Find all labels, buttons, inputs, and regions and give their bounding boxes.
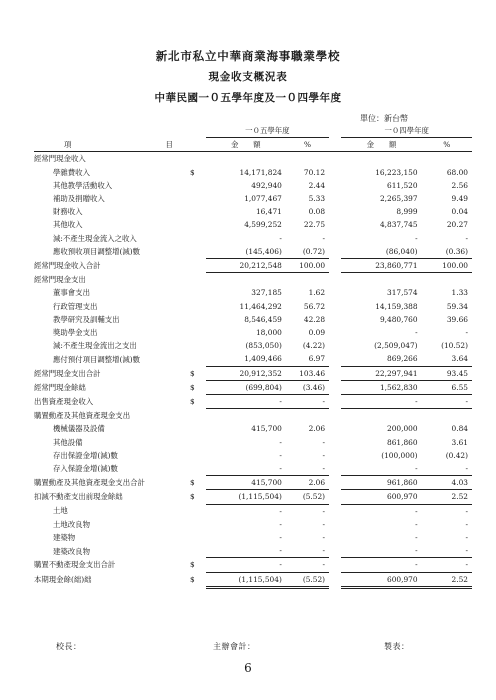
pct-105: 5.33	[308, 194, 326, 204]
pct-105: 42.28	[303, 314, 326, 324]
pct-104	[422, 409, 472, 423]
pct-104: 100.00	[422, 259, 472, 273]
dollar-sign	[179, 326, 206, 339]
gap	[329, 218, 341, 231]
gap	[329, 339, 341, 352]
amount-104	[341, 273, 421, 287]
dollar-sign: $	[189, 368, 195, 378]
row-label: 其他收入	[53, 220, 83, 230]
table-row	[34, 490, 472, 504]
amount-105: 20,212,548	[206, 259, 286, 273]
pct-105: 103.46	[286, 366, 329, 380]
row-label: 購置動產及其他資產現金支出合計	[34, 478, 145, 488]
amount-104: (100,000)	[381, 450, 418, 460]
table-row	[34, 380, 472, 394]
table-row	[34, 476, 472, 490]
row-label: 學雜費收入	[53, 167, 90, 177]
accountant-signature: 主辦會計：	[213, 642, 256, 651]
row-label: 應收預收項目調整增(減)數	[53, 247, 141, 257]
row-label: 購置動產及其他資產現金支出	[34, 410, 131, 420]
pct-104: -	[465, 519, 468, 529]
amount-105: (1,115,504)	[206, 490, 286, 504]
pct-104: -	[465, 328, 468, 338]
pct-104: -	[465, 533, 468, 543]
amount-104: 600,970	[341, 572, 421, 587]
dollar-sign	[179, 518, 206, 531]
amount-105: 1,409,466	[206, 352, 286, 366]
row-label: 董事會支出	[53, 288, 90, 298]
dollar-sign	[179, 409, 206, 423]
table-row	[34, 205, 472, 218]
amount-105: -	[279, 533, 282, 543]
item-header: 項 目	[34, 138, 179, 152]
amount-105: 1,077,467	[244, 194, 282, 204]
pct-105: 22.75	[303, 220, 326, 230]
gap	[329, 366, 341, 380]
pct-104: 2.52	[422, 490, 472, 504]
amount-104: 22,297,941	[341, 366, 421, 380]
gap	[329, 449, 341, 462]
dollar-sign	[179, 152, 206, 166]
gap	[329, 273, 341, 287]
dollar-sign: $	[189, 397, 195, 407]
row-label: 經常門現金支出合計	[34, 368, 101, 378]
dollar-sign	[179, 192, 206, 205]
amount-105: (699,804)	[206, 380, 286, 394]
table-row	[34, 245, 472, 259]
amount-105: (145,406)	[206, 245, 286, 259]
gap	[329, 232, 341, 245]
pct-105: -	[286, 558, 329, 572]
amount-104: (86,040)	[341, 245, 421, 259]
gap	[329, 380, 341, 394]
gap	[329, 300, 341, 313]
table-row	[34, 518, 472, 531]
table-row	[34, 462, 472, 476]
pct-104: -	[422, 558, 472, 572]
row-label: 經常門現金支出	[34, 274, 86, 284]
amount-104: -	[341, 462, 421, 476]
amount-104: -	[341, 395, 421, 409]
dollar-sign: $	[189, 575, 195, 585]
amount-104: -	[415, 233, 418, 243]
dollar-sign: $	[189, 167, 195, 177]
amount-104: 961,860	[341, 476, 421, 490]
dollar-sign	[179, 300, 206, 313]
amount-104: 200,000	[387, 424, 418, 434]
dollar-sign: $	[189, 560, 195, 570]
gap	[329, 192, 341, 205]
dollar-sign	[179, 436, 206, 449]
gap	[329, 490, 341, 504]
row-label: 其他教學活動收入	[53, 180, 113, 190]
table-row	[34, 339, 472, 352]
amount-105: -	[279, 519, 282, 529]
pct-105: -	[322, 450, 326, 460]
amount-105: (1,115,504)	[206, 572, 286, 587]
dollar-sign	[179, 245, 206, 259]
year-104-header: 一０四學年度	[341, 124, 472, 138]
gap	[329, 286, 341, 299]
amount-105: 4,599,252	[244, 220, 282, 230]
amount-105: -	[206, 558, 286, 572]
dollar-sign	[179, 179, 206, 192]
dollar-sign	[179, 286, 206, 299]
pct-104: 3.61	[451, 437, 468, 447]
pct-105: (4.22)	[302, 341, 326, 351]
cash-flow-table	[34, 124, 472, 589]
table-row	[34, 166, 472, 179]
principal-signature: 校長：	[56, 642, 82, 651]
gap	[329, 462, 341, 476]
dollar-sign	[179, 205, 206, 218]
pct-105: -	[286, 544, 329, 558]
pct-105: 1.62	[308, 288, 326, 298]
amount-header-104: 金 額	[341, 138, 421, 152]
pct-header-105: %	[286, 138, 329, 152]
dollar-sign	[179, 232, 206, 245]
amount-105: -	[206, 395, 286, 409]
amount-105: 8,546,459	[244, 314, 282, 324]
dollar-sign: $	[189, 382, 195, 392]
gap	[329, 436, 341, 449]
pct-104: -	[422, 395, 472, 409]
table-row	[34, 436, 472, 449]
pct-104: 0.84	[451, 424, 468, 434]
row-label: 建築改良物	[53, 546, 90, 556]
school-title: 新北市私立中華商業海事職業學校	[155, 49, 341, 63]
amount-105: 16,471	[255, 207, 282, 217]
year-105-header: 一０五學年度	[206, 124, 329, 138]
row-label: 經常門現金餘絀	[34, 382, 86, 392]
table-row	[34, 544, 472, 558]
amount-104: 4,837,745	[379, 220, 418, 230]
amount-104: 16,223,150	[375, 167, 418, 177]
amount-104: 2,265,397	[379, 194, 418, 204]
dollar-sign	[179, 352, 206, 366]
pct-105: (3.46)	[286, 380, 329, 394]
amount-104: 8,999	[396, 207, 418, 217]
pct-105: 70.12	[303, 167, 326, 177]
amount-104: -	[415, 533, 418, 543]
dollar-sign	[179, 218, 206, 231]
pct-104: 20.27	[446, 220, 468, 230]
dollar-sign	[179, 422, 206, 435]
amount-104: 23,860,771	[341, 259, 421, 273]
gap	[329, 518, 341, 531]
pct-104: (0.42)	[445, 450, 468, 460]
row-label: 存入保證金增(減)數	[53, 464, 118, 474]
table-row	[34, 449, 472, 462]
pct-104: 68.00	[446, 167, 468, 177]
table-row	[34, 300, 472, 313]
gap	[329, 245, 341, 259]
pct-header-104: %	[422, 138, 472, 152]
column-header-row	[34, 138, 472, 152]
dollar-sign	[179, 273, 206, 287]
dollar-sign	[179, 259, 206, 273]
gap	[329, 395, 341, 409]
row-label: 本期現金餘(絀)絀	[34, 575, 92, 585]
amount-104: 869,266	[341, 352, 421, 366]
page-number: 6	[244, 661, 252, 675]
table-row	[34, 152, 472, 166]
row-label: 其他設備	[53, 437, 83, 447]
row-label: 土地	[53, 506, 68, 516]
preparer-signature: 製表：	[384, 642, 410, 651]
pct-105: 0.08	[308, 207, 326, 217]
pct-105: -	[322, 506, 326, 516]
row-label: 應付預付項目調整增(減)數	[53, 354, 141, 364]
row-label: 獎助學金支出	[53, 328, 98, 338]
table-row	[34, 273, 472, 287]
table-row	[34, 504, 472, 518]
amount-header-105: 金 額	[206, 138, 286, 152]
amount-104: 9,480,760	[379, 314, 418, 324]
pct-105: -	[322, 519, 326, 529]
gap	[329, 152, 341, 166]
row-label: 減:不產生現金流入之收入	[53, 233, 137, 243]
table-row	[34, 218, 472, 231]
pct-105: 2.44	[308, 180, 326, 190]
pct-104: -	[422, 462, 472, 476]
pct-105: (5.52)	[286, 490, 329, 504]
row-label: 經常門現金收入	[34, 154, 86, 164]
amount-105: 11,464,292	[239, 301, 282, 311]
pct-104	[422, 273, 472, 287]
gap	[329, 558, 341, 572]
row-label: 行政管理支出	[53, 301, 98, 311]
amount-105: 327,185	[251, 288, 282, 298]
amount-104	[341, 152, 421, 166]
row-label: 經常門現金收入合計	[34, 261, 101, 271]
row-label: 補助及捐贈收入	[53, 194, 105, 204]
row-label: 機械儀器及設備	[53, 424, 105, 434]
dollar-sign	[179, 339, 206, 352]
table-row	[34, 395, 472, 409]
amount-104: 317,574	[387, 288, 418, 298]
pct-105: -	[322, 437, 326, 447]
pct-105: -	[286, 462, 329, 476]
gap	[329, 531, 341, 544]
gap	[329, 572, 341, 587]
dollar-sign: $	[189, 492, 195, 502]
gap	[329, 504, 341, 518]
pct-104: 2.56	[451, 180, 468, 190]
table-row	[34, 558, 472, 572]
pct-104: 0.04	[451, 207, 468, 217]
pct-104: 59.34	[446, 301, 468, 311]
table-row	[34, 286, 472, 299]
pct-104: 9.49	[451, 194, 468, 204]
table-row	[34, 179, 472, 192]
dollar-sign	[179, 313, 206, 326]
gap	[329, 179, 341, 192]
table-row	[34, 232, 472, 245]
amount-105: 18,000	[255, 328, 282, 338]
amount-104: 600,970	[341, 490, 421, 504]
amount-105: 14,171,824	[239, 167, 282, 177]
row-label: 購置不動產現金支出合計	[34, 560, 116, 570]
gap	[329, 313, 341, 326]
pct-104: (10.52)	[441, 341, 468, 351]
amount-104: 611,520	[387, 180, 418, 190]
amount-105: 20,912,352	[206, 366, 286, 380]
table-row	[34, 409, 472, 423]
gap	[329, 352, 341, 366]
table-row	[34, 366, 472, 380]
pct-105: (5.52)	[286, 572, 329, 587]
amount-104: 861,860	[387, 437, 418, 447]
amount-104: -	[341, 558, 421, 572]
pct-104: 3.64	[422, 352, 472, 366]
row-label: 建築物	[53, 533, 76, 543]
pct-105: 56.72	[303, 301, 326, 311]
amount-105: -	[279, 450, 282, 460]
gap	[329, 259, 341, 273]
amount-104: -	[415, 328, 418, 338]
pct-105: -	[322, 233, 326, 243]
amount-105: 415,700	[251, 424, 282, 434]
gap	[329, 422, 341, 435]
table-row	[34, 326, 472, 339]
amount-105: -	[279, 437, 282, 447]
pct-104	[422, 152, 472, 166]
row-label: 教學研究及訓輔支出	[53, 314, 120, 324]
table-row	[34, 422, 472, 435]
table-row	[34, 352, 472, 366]
currency-unit: 單位：新台幣	[360, 114, 408, 123]
amount-105: (853,050)	[245, 341, 282, 351]
amount-105	[206, 152, 286, 166]
gap	[329, 205, 341, 218]
gap	[329, 326, 341, 339]
pct-105: 2.06	[308, 424, 326, 434]
amount-105: -	[206, 544, 286, 558]
amount-104: -	[415, 506, 418, 516]
dollar-sign	[179, 544, 206, 558]
dollar-sign: $	[189, 478, 195, 488]
amount-105	[206, 409, 286, 423]
pct-104: 93.45	[422, 366, 472, 380]
amount-105	[206, 273, 286, 287]
report-period: 中華民國一０五學年度及一０四學年度	[154, 92, 342, 104]
amount-105: 415,700	[206, 476, 286, 490]
row-label: 扣減不動產支出前現金餘絀	[34, 492, 123, 502]
pct-105	[286, 273, 329, 287]
table-row	[34, 572, 472, 587]
dollar-sign	[179, 462, 206, 476]
gap	[329, 409, 341, 423]
dollar-sign	[179, 449, 206, 462]
amount-105: -	[206, 462, 286, 476]
pct-105	[286, 409, 329, 423]
amount-105: -	[279, 506, 282, 516]
amount-104: -	[415, 519, 418, 529]
pct-105: -	[322, 533, 326, 543]
table-row	[34, 192, 472, 205]
pct-105: (0.72)	[286, 245, 329, 259]
pct-105: 6.97	[286, 352, 329, 366]
pct-105: -	[286, 395, 329, 409]
dollar-sign	[179, 531, 206, 544]
row-label: 存出保證金增(減)數	[53, 450, 118, 460]
pct-104: -	[465, 506, 468, 516]
amount-104: -	[341, 544, 421, 558]
gap	[329, 476, 341, 490]
pct-105	[286, 152, 329, 166]
pct-104: -	[422, 544, 472, 558]
amount-104: (2,509,047)	[374, 341, 418, 351]
dollar-sign	[179, 504, 206, 518]
row-label: 減:不產生現金流出之支出	[53, 341, 137, 351]
table-row	[34, 531, 472, 544]
pct-104: (0.36)	[422, 245, 472, 259]
row-label: 出售資產現金收入	[34, 397, 94, 407]
report-title: 現金收支概況表	[208, 71, 288, 83]
pct-105: 100.00	[286, 259, 329, 273]
table-row	[34, 313, 472, 326]
gap	[329, 166, 341, 179]
pct-105: 2.06	[286, 476, 329, 490]
pct-104: 2.52	[422, 572, 472, 587]
row-label: 土地改良物	[53, 519, 90, 529]
year-header-row	[34, 124, 472, 138]
amount-104: 14,159,388	[375, 301, 418, 311]
amount-105: 492,940	[251, 180, 282, 190]
pct-104: 6.55	[422, 380, 472, 394]
amount-104	[341, 409, 421, 423]
gap	[329, 544, 341, 558]
pct-104: -	[465, 233, 468, 243]
pct-105: 0.09	[308, 328, 326, 338]
table-row	[34, 259, 472, 273]
pct-104: 4.03	[422, 476, 472, 490]
pct-104: 1.33	[451, 288, 468, 298]
row-label: 財務收入	[53, 207, 83, 217]
amount-105: -	[279, 233, 282, 243]
pct-104: 39.66	[446, 314, 468, 324]
amount-104: 1,562,830	[341, 380, 421, 394]
